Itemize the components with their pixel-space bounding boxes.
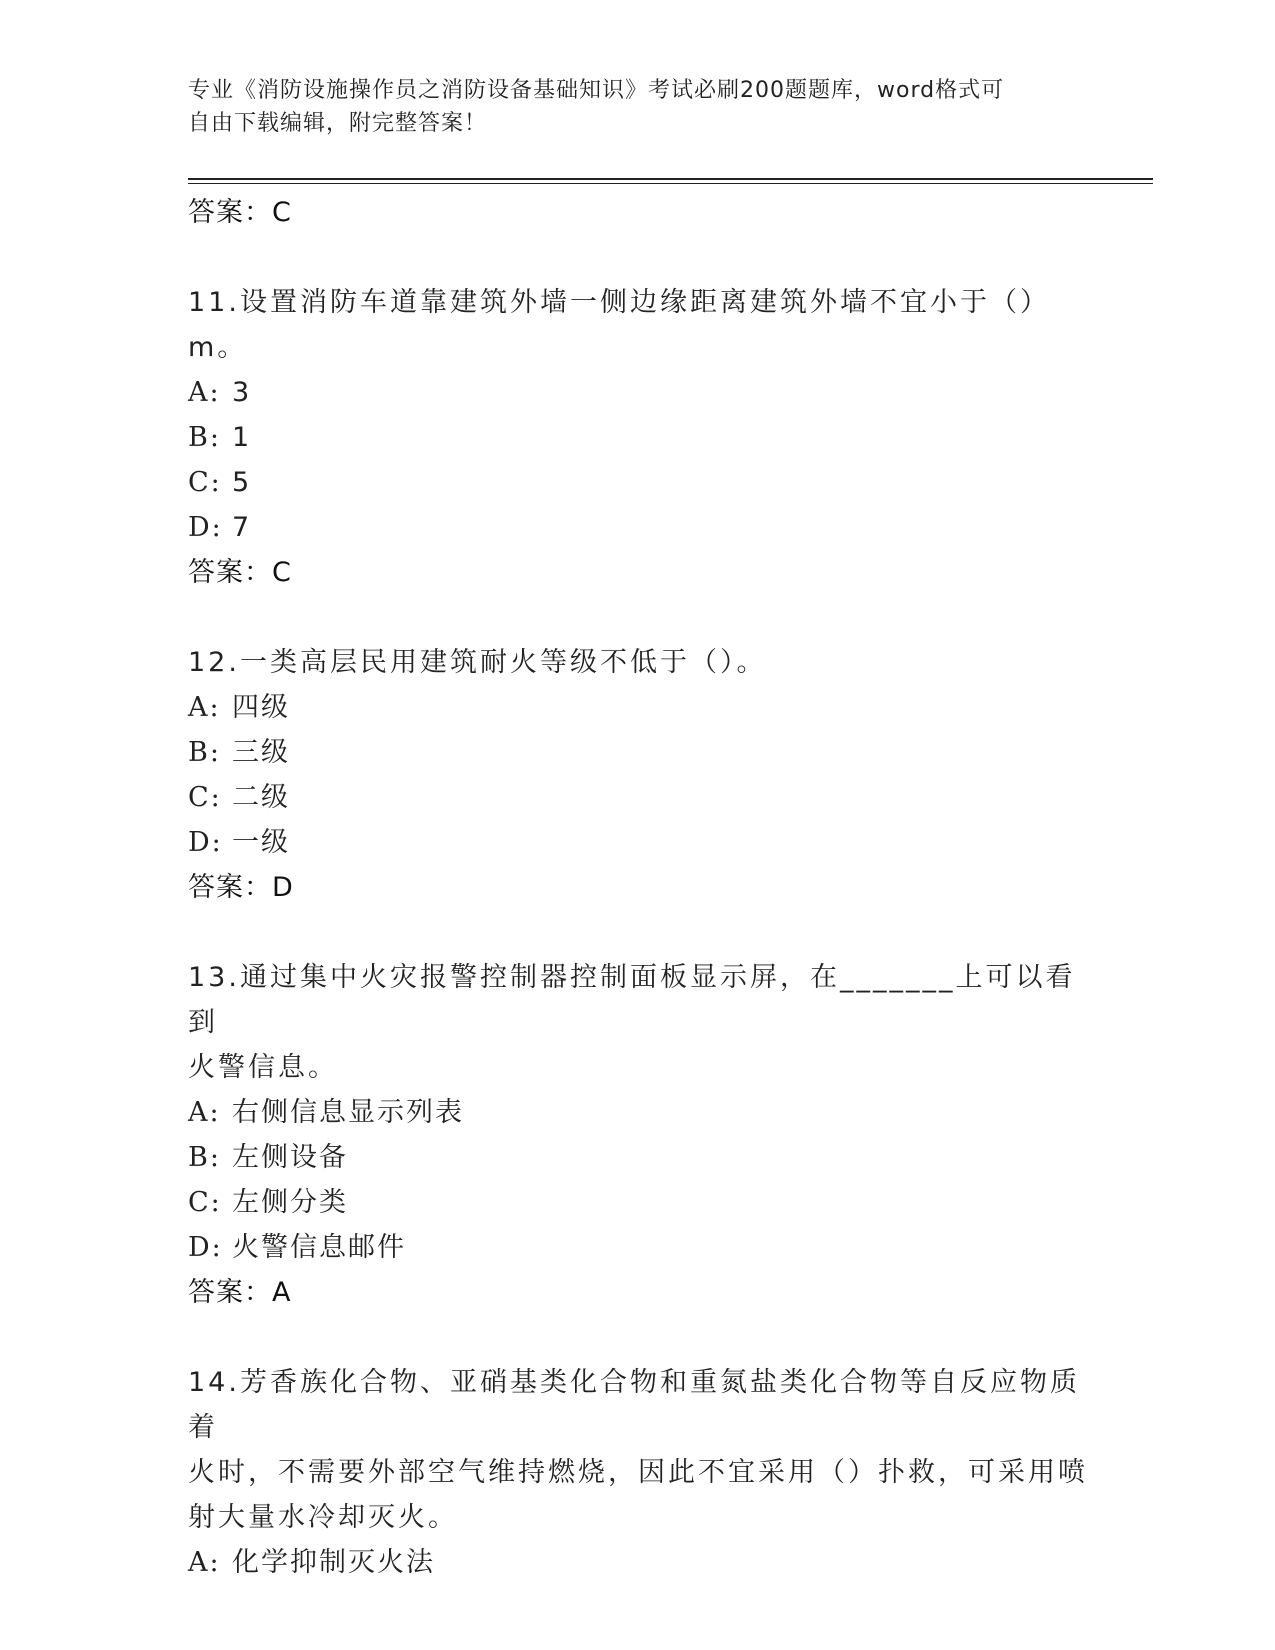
option-value: 3 — [232, 377, 252, 408]
question-text: 火时，不需要外部空气维持燃烧，因此不宜采用（）扑救，可采用喷 — [188, 1457, 1088, 1488]
option-key: D: — [188, 512, 223, 543]
option-key: A: — [188, 377, 221, 408]
option-key: A: — [188, 1097, 221, 1128]
option-d — [188, 1225, 1088, 1270]
question-text: 13.通过集中火灾报警控制器控制面板显示屏，在_______上可以看到 — [188, 962, 1076, 1038]
option-value: 7 — [232, 512, 252, 543]
header-divider-thin — [188, 183, 1153, 184]
option-value: 火警信息邮件 — [232, 1232, 406, 1263]
option-value: 左侧分类 — [232, 1187, 348, 1218]
question-text: 11.设置消防车道靠建筑外墙一侧边缘距离建筑外墙不宜小于（）m。 — [188, 287, 1050, 363]
option-a — [188, 1090, 1088, 1135]
question-text: 12.一类高层民用建筑耐火等级不低于（）。 — [188, 647, 767, 678]
option-key: B: — [188, 422, 221, 453]
option-key: C: — [188, 1187, 222, 1218]
option-key: A: — [188, 1547, 221, 1578]
option-b — [188, 730, 1088, 775]
option-c — [188, 460, 1088, 505]
answer-line: 答案：D — [188, 872, 294, 903]
option-c — [188, 775, 1088, 820]
answer-line: 答案：A — [188, 1277, 292, 1308]
answer-line: 答案：C — [188, 557, 292, 588]
question-13 — [188, 955, 1088, 1316]
option-a — [188, 1540, 1088, 1585]
header-line-2: 自由下载编辑，附完整答案！ — [188, 111, 488, 136]
option-a — [188, 370, 1088, 415]
previous-answer: 答案：C — [188, 197, 292, 228]
header-divider-thick — [188, 178, 1153, 180]
option-value: 左侧设备 — [232, 1142, 348, 1173]
document-header — [188, 74, 1068, 140]
option-b — [188, 1135, 1088, 1180]
header-line-1: 专业《消防设施操作员之消防设备基础知识》考试必刷200题题库，word格式可 — [188, 78, 1005, 103]
option-b — [188, 415, 1088, 460]
option-a — [188, 685, 1088, 730]
option-key: D: — [188, 1232, 223, 1263]
option-key: B: — [188, 737, 221, 768]
option-key: C: — [188, 467, 222, 498]
option-value: 二级 — [232, 782, 290, 813]
option-key: C: — [188, 782, 222, 813]
option-value: 右侧信息显示列表 — [232, 1097, 464, 1128]
option-value: 化学抑制灭火法 — [232, 1547, 435, 1578]
option-value: 一级 — [232, 827, 290, 858]
question-14 — [188, 1360, 1088, 1585]
question-12 — [188, 640, 1088, 911]
question-text: 14.芳香族化合物、亚硝基类化合物和重氮盐类化合物等自反应物质着 — [188, 1367, 1080, 1443]
option-value: 三级 — [232, 737, 290, 768]
option-d — [188, 505, 1088, 550]
option-value: 1 — [232, 422, 252, 453]
option-value: 四级 — [232, 692, 290, 723]
option-value: 5 — [232, 467, 252, 498]
option-c — [188, 1180, 1088, 1225]
question-11 — [188, 280, 1088, 596]
question-text: 射大量水冷却灭火。 — [188, 1502, 458, 1533]
option-key: D: — [188, 827, 223, 858]
option-key: B: — [188, 1142, 221, 1173]
option-d — [188, 820, 1088, 865]
question-text: 火警信息。 — [188, 1052, 338, 1083]
document-body — [188, 190, 1088, 1585]
option-key: A: — [188, 692, 221, 723]
